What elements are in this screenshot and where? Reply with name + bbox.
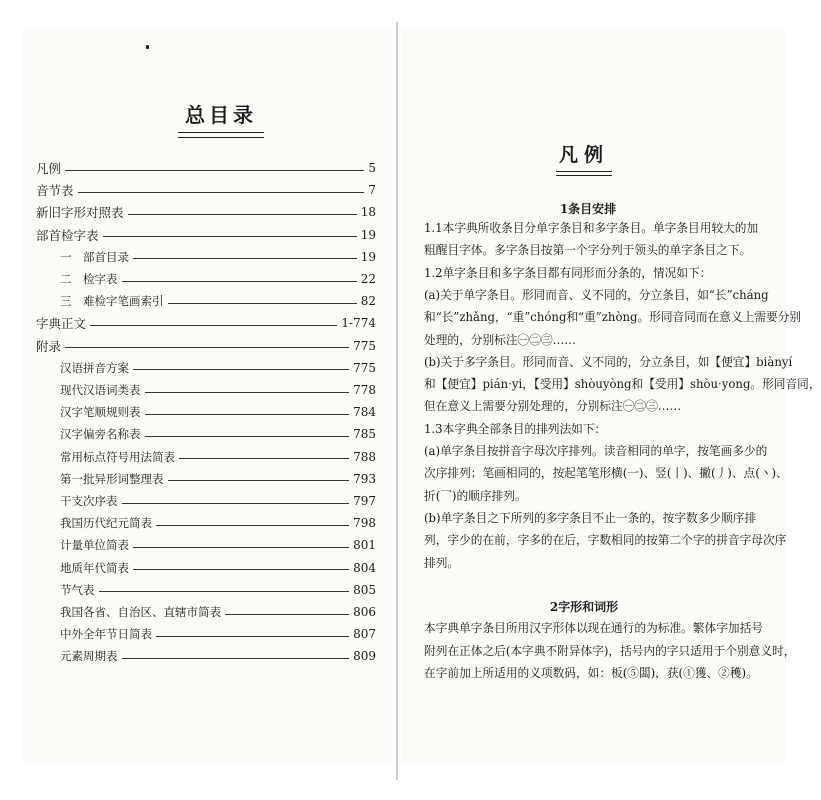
- toc-leader-line: [133, 258, 357, 259]
- toc-leader-line: [179, 458, 349, 459]
- toc-entry: [36, 402, 376, 422]
- toc-entry-label: 我国各省、自治区、直辖市简表: [60, 605, 221, 619]
- body-text-line: 在字前加上所适用的义项数码，如：板(⑤闆)，获(①獲、②穫)。: [424, 666, 758, 680]
- toc-entry-page: 798: [353, 516, 376, 531]
- toc-entry-label: 三 难检字笔画索引: [60, 294, 164, 309]
- body-text-line: 1.3本字典全部条目的排列法如下：: [424, 421, 607, 436]
- toc-entry-label: 中外全年节日简表: [60, 627, 152, 642]
- toc-entry-page: 778: [353, 383, 376, 397]
- toc-entry-page: 1-774: [341, 316, 376, 331]
- toc-entry-label: 地质年代简表: [60, 560, 129, 575]
- body-text-line: (b)关于多字条目。形同而音、义不同的，分立条目，如【便宜】biànyí: [424, 354, 793, 369]
- toc-entry-label: 新旧字形对照表: [36, 205, 124, 221]
- toc-entry: [36, 558, 376, 578]
- toc-entry-page: 801: [353, 538, 376, 553]
- toc-entry-label: 节气表: [60, 582, 95, 597]
- body-text-line: 1.2单字条目和多字条目都有同形而分条的，情况如下：: [424, 265, 712, 280]
- toc-leader-line: [133, 569, 349, 570]
- toc-entry-page: 19: [360, 227, 376, 242]
- toc-leader-line: [65, 347, 349, 348]
- toc-entry-label: 部首检字表: [36, 227, 99, 243]
- toc-entry: [36, 624, 376, 644]
- body-text-line: 附列在正体之后(本字典不附异体字)，括号内的字只适用于个别意义时，: [424, 643, 796, 658]
- body-text-line: 粗醒目字体。多字条目按第一个字分列于领头的单字条目之下。: [424, 243, 752, 258]
- toc-entry: [36, 646, 376, 666]
- body-text-line: 1.1本字典所收条目分单字条目和多字条目。单字条目用较大的加: [424, 221, 759, 235]
- toc-entry-label: 凡例: [36, 161, 62, 176]
- toc-leader-line: [65, 170, 364, 171]
- toc-leader-line: [156, 636, 349, 637]
- toc-entry-page: 793: [353, 471, 376, 486]
- toc-entry-label: 一 部首目录: [60, 249, 129, 264]
- toc-entry: [36, 336, 376, 356]
- toc-entry-page: 788: [353, 449, 376, 464]
- body-text-line: 但在意义上需要分别处理的，分别标注㊀㊁㊂……: [424, 399, 682, 414]
- toc-entry: [36, 247, 376, 267]
- toc-entry-page: 785: [353, 427, 376, 442]
- toc-entry-label: 附录: [36, 338, 62, 354]
- toc-leader-line: [128, 214, 357, 215]
- toc-leader-line: [168, 480, 350, 481]
- toc-leader-line: [145, 392, 350, 393]
- toc-entry-page: 22: [360, 272, 376, 286]
- toc-leader-line: [90, 325, 337, 326]
- toc-entry-label: 我国历代纪元简表: [60, 516, 152, 531]
- toc-entry: [36, 424, 376, 444]
- toc-entry-label: 元素周期表: [60, 649, 118, 664]
- toc-entry-page: 804: [353, 560, 376, 575]
- toc-entry: [36, 225, 376, 245]
- toc-entry-page: 7: [368, 183, 376, 198]
- body-text-line: 次序排列；笔画相同的，按起笔笔形横(一)、竖(丨)、撇(丿)、点(丶)、: [424, 466, 788, 481]
- toc-entry: [36, 380, 376, 400]
- section-heading-2: 2字形和词形: [549, 600, 619, 614]
- toc-entry-page: 784: [353, 405, 376, 420]
- toc-leader-line: [145, 436, 350, 437]
- toc-entry-label: 汉字笔顺规则表: [60, 405, 141, 420]
- toc-entry-page: 797: [353, 494, 376, 508]
- toc-entry: [36, 358, 376, 378]
- body-text-line: (b)单字条目之下所列的多字条目不止一条的，按字数多少顺序排: [424, 510, 757, 525]
- toc-leader-line: [145, 414, 350, 415]
- toc-entry: [36, 269, 376, 289]
- toc-entry: [36, 447, 376, 467]
- toc-entry-label: 现代汉语词类表: [60, 383, 141, 397]
- toc-entry-label: 常用标点符号用法简表: [60, 449, 175, 464]
- toc-entry-page: 19: [360, 249, 376, 264]
- toc-leader-line: [99, 591, 350, 592]
- toc-entry: [36, 535, 376, 555]
- toc-entry-page: 806: [353, 605, 376, 619]
- toc-entry-page: 775: [353, 338, 376, 353]
- book-gutter: [396, 22, 398, 780]
- toc-entry: [36, 158, 376, 178]
- body-text-line: 列，字少的在前，字多的在后，字数相同的按第二个字的拼音字母次序: [424, 533, 787, 548]
- body-text-line: 和【便宜】pián·yi，【受用】shòuyòng和【受用】shòu·yong。形同音同，: [424, 377, 821, 392]
- print-speck: [146, 45, 149, 49]
- toc-leader-line: [122, 658, 350, 659]
- toc-entry-page: 775: [353, 360, 376, 375]
- body-text-line: 和“长”zhǎng，“重”chóng和“重”zhòng。形同音同而在意义上需要分别: [424, 310, 802, 325]
- toc-title-rule: [178, 132, 264, 138]
- toc-leader-line: [122, 503, 350, 504]
- toc-title: 总目录: [185, 103, 257, 127]
- toc-entry-label: 二 检字表: [60, 272, 118, 286]
- section-heading-1: 1条目安排: [559, 202, 617, 216]
- toc-entry: [36, 180, 376, 200]
- toc-entry-page: 805: [353, 582, 376, 597]
- toc-entry: [36, 202, 376, 222]
- toc-leader-line: [168, 303, 357, 304]
- toc-entry-label: 汉字偏旁名称表: [60, 427, 141, 442]
- body-text-line: (a)关于单字条目。形同而音、义不同的，分立条目，如“长”cháng: [424, 287, 769, 302]
- toc-leader-line: [103, 236, 357, 237]
- toc-leader-line: [156, 525, 349, 526]
- toc-entry: [36, 513, 376, 533]
- fanli-title-rule: [556, 171, 612, 176]
- toc-leader-line: [122, 281, 357, 282]
- toc-entry: [36, 491, 376, 511]
- toc-leader-line: [133, 369, 349, 370]
- toc-entry: [36, 313, 376, 333]
- toc-entry: [36, 602, 376, 622]
- body-text-line: 本字典单字条目所用汉字形体以现在通行的为标准。繁体字加括号: [424, 621, 763, 635]
- toc-entry: [36, 469, 376, 489]
- fanli-title: 凡例: [558, 144, 609, 166]
- toc-entry-page: 82: [360, 294, 376, 309]
- toc-entry-page: 18: [360, 205, 376, 220]
- toc-entry-page: 807: [353, 627, 376, 642]
- toc-entry-page: 5: [368, 161, 376, 175]
- toc-entry: [36, 580, 376, 600]
- toc-entry-label: 干支次序表: [60, 494, 118, 508]
- body-text-line: 排列。: [424, 555, 460, 570]
- toc-leader-line: [78, 192, 365, 193]
- toc-entry-label: 音节表: [36, 183, 74, 199]
- toc-leader-line: [225, 614, 349, 615]
- toc-leader-line: [133, 547, 349, 548]
- body-text-line: 折(乛)的顺序排列。: [424, 488, 527, 503]
- toc-entry: [36, 291, 376, 311]
- toc-entry-label: 汉语拼音方案: [60, 360, 129, 375]
- toc-entry-label: 计量单位简表: [60, 538, 129, 553]
- toc-entry-label: 字典正文: [36, 316, 87, 332]
- body-text-line: 处理的，分别标注㊀㊁㊂……: [424, 332, 576, 347]
- toc-entry-label: 第一批异形词整理表: [60, 471, 164, 486]
- toc-entry-page: 809: [353, 649, 376, 664]
- body-text-line: (a)单字条目按拼音字母次序排列。读音相同的单字，按笔画多少的: [424, 444, 768, 458]
